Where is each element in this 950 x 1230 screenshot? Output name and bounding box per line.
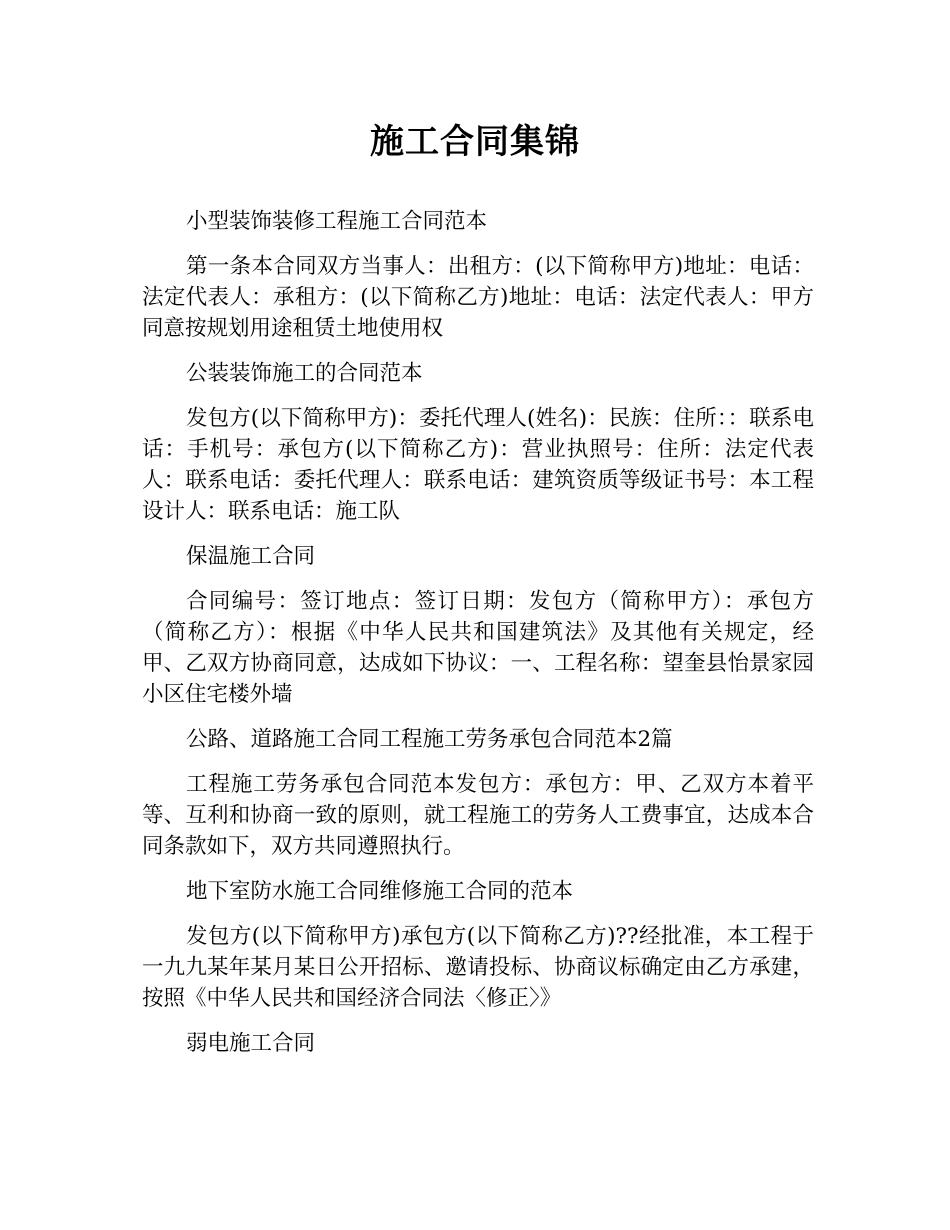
paragraph-lease-parties: 第一条本合同双方当事人：出租方：(以下简称甲方)地址：电话：法定代表人：承租方：(以下简称乙方)地址：电话：法定代表人：甲方同意按规划用途租赁土地使用权	[142, 254, 814, 341]
paragraph-waterproof-terms: 发包方(以下简称甲方)承包方(以下简称乙方)??经批准，本工程于一九九某年某月某日公开招标、邀请投标、协商议标确定由乙方承建，按照《中华人民共和国经济合同法〈修正〉》	[142, 924, 814, 1011]
paragraph-insulation-terms: 合同编号：签订地点：签订日期：发包方（简称甲方）：承包方（简称乙方）：根据《中华人民共和国建筑法》及其他有关规定，经甲、乙双方协商同意，达成如下协议：一、工程名称：望奎县怡景家园小区住宅楼外墙	[142, 589, 814, 707]
heading-small-decoration-contract: 小型装饰装修工程施工合同范本	[186, 209, 488, 234]
paragraph-labor-contract: 工程施工劳务承包合同范本发包方：承包方：甲、乙双方本着平等、互利和协商一致的原则，就工程施工的劳务人工费事宜，达成本合同条款如下，双方共同遵照执行。	[142, 772, 814, 859]
heading-waterproof-contract: 地下室防水施工合同维修施工合同的范本	[186, 879, 574, 904]
heading-low-voltage-contract: 弱电施工合同	[186, 1031, 316, 1056]
heading-insulation-contract: 保温施工合同	[186, 544, 316, 569]
paragraph-contractor-info: 发包方(以下简称甲方)：委托代理人(姓名)：民族：住所：：联系电话：手机号：承包方(以下简称乙方)：营业执照号：住所：法定代表人：联系电话：委托代理人：联系电话：建筑资质等级证书号：本工程设计人：联系电话：施工队	[142, 406, 814, 524]
document-title: 施工合同集锦	[370, 122, 580, 162]
heading-public-decoration-contract: 公装装饰施工的合同范本	[186, 361, 423, 386]
document-body	[142, 206, 814, 1073]
heading-road-contract: 公路、道路施工合同工程施工劳务承包合同范本2篇	[186, 727, 673, 752]
